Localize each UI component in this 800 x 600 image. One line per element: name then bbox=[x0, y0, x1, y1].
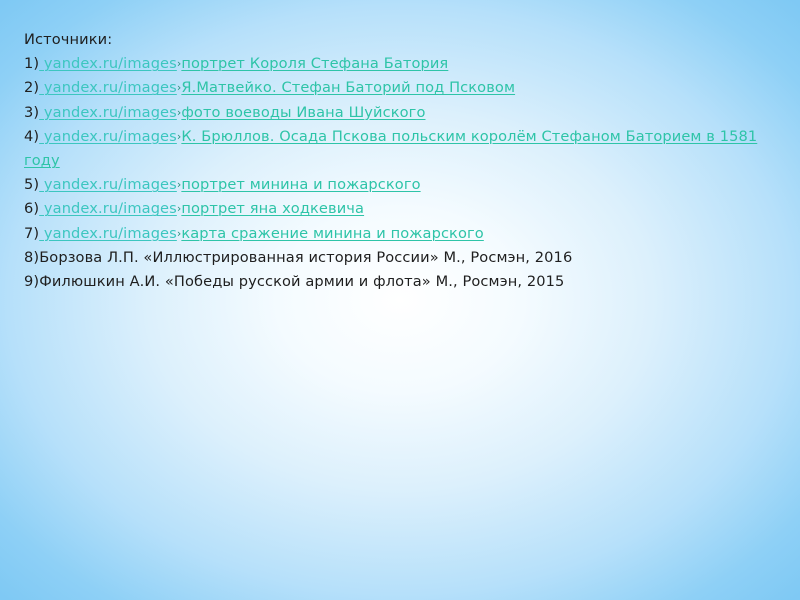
source-item-7 bbox=[24, 222, 784, 246]
breadcrumb-separator: › bbox=[176, 178, 182, 192]
source-site-link[interactable]: yandex.ru/images bbox=[39, 127, 177, 145]
source-site-link[interactable]: yandex.ru/images bbox=[39, 200, 177, 218]
source-number: 1) bbox=[24, 55, 40, 73]
source-item-1 bbox=[24, 52, 784, 76]
source-title-link[interactable]: портрет минина и пожарского bbox=[181, 176, 421, 194]
book-citation: Борзова Л.П. «Иллюстрированная история России» М., Росмэн, 2016 bbox=[39, 248, 573, 266]
source-number: 5) bbox=[24, 176, 40, 194]
source-number: 7) bbox=[24, 224, 40, 242]
source-title-link[interactable]: Я.Матвейко. Стефан Баторий под Псковом bbox=[181, 79, 516, 97]
source-item-3 bbox=[24, 101, 784, 125]
source-site-link[interactable]: yandex.ru/images bbox=[39, 103, 177, 121]
source-number: 3) bbox=[24, 103, 40, 121]
source-site-link[interactable]: yandex.ru/images bbox=[39, 176, 177, 194]
source-site-link[interactable]: yandex.ru/images bbox=[39, 79, 177, 97]
source-title-link[interactable]: карта сражение минина и пожарского bbox=[181, 224, 484, 242]
source-item-9 bbox=[24, 270, 784, 294]
source-title-link[interactable]: портрет яна ходкевича bbox=[181, 200, 365, 218]
breadcrumb-separator: › bbox=[176, 226, 182, 240]
breadcrumb-separator: › bbox=[176, 57, 182, 71]
source-item-2 bbox=[24, 76, 784, 100]
breadcrumb-separator: › bbox=[176, 129, 182, 143]
source-item-5 bbox=[24, 173, 784, 197]
sources-heading: Источники: bbox=[24, 31, 113, 48]
source-item-8 bbox=[24, 246, 784, 270]
source-title-link[interactable]: фото воеводы Ивана Шуйского bbox=[181, 103, 426, 121]
source-number: 9) bbox=[24, 273, 40, 291]
source-number: 8) bbox=[24, 248, 40, 266]
source-title-link[interactable]: портрет Короля Стефана Батория bbox=[181, 55, 449, 73]
breadcrumb-separator: › bbox=[176, 202, 182, 216]
source-item-6 bbox=[24, 197, 784, 221]
source-number: 2) bbox=[24, 79, 40, 97]
sources-list bbox=[24, 28, 784, 294]
source-site-link[interactable]: yandex.ru/images bbox=[39, 55, 177, 73]
breadcrumb-separator: › bbox=[176, 81, 182, 95]
breadcrumb-separator: › bbox=[176, 105, 182, 119]
source-title-link[interactable]: К. Брюллов. Осада Пскова польским королём Стефаном Баторием в 1581 году bbox=[24, 127, 758, 170]
source-item-4 bbox=[24, 125, 784, 173]
source-number: 4) bbox=[24, 127, 40, 145]
source-site-link[interactable]: yandex.ru/images bbox=[39, 224, 177, 242]
source-number: 6) bbox=[24, 200, 40, 218]
book-citation: Филюшкин А.И. «Победы русской армии и флота» М., Росмэн, 2015 bbox=[39, 273, 565, 291]
